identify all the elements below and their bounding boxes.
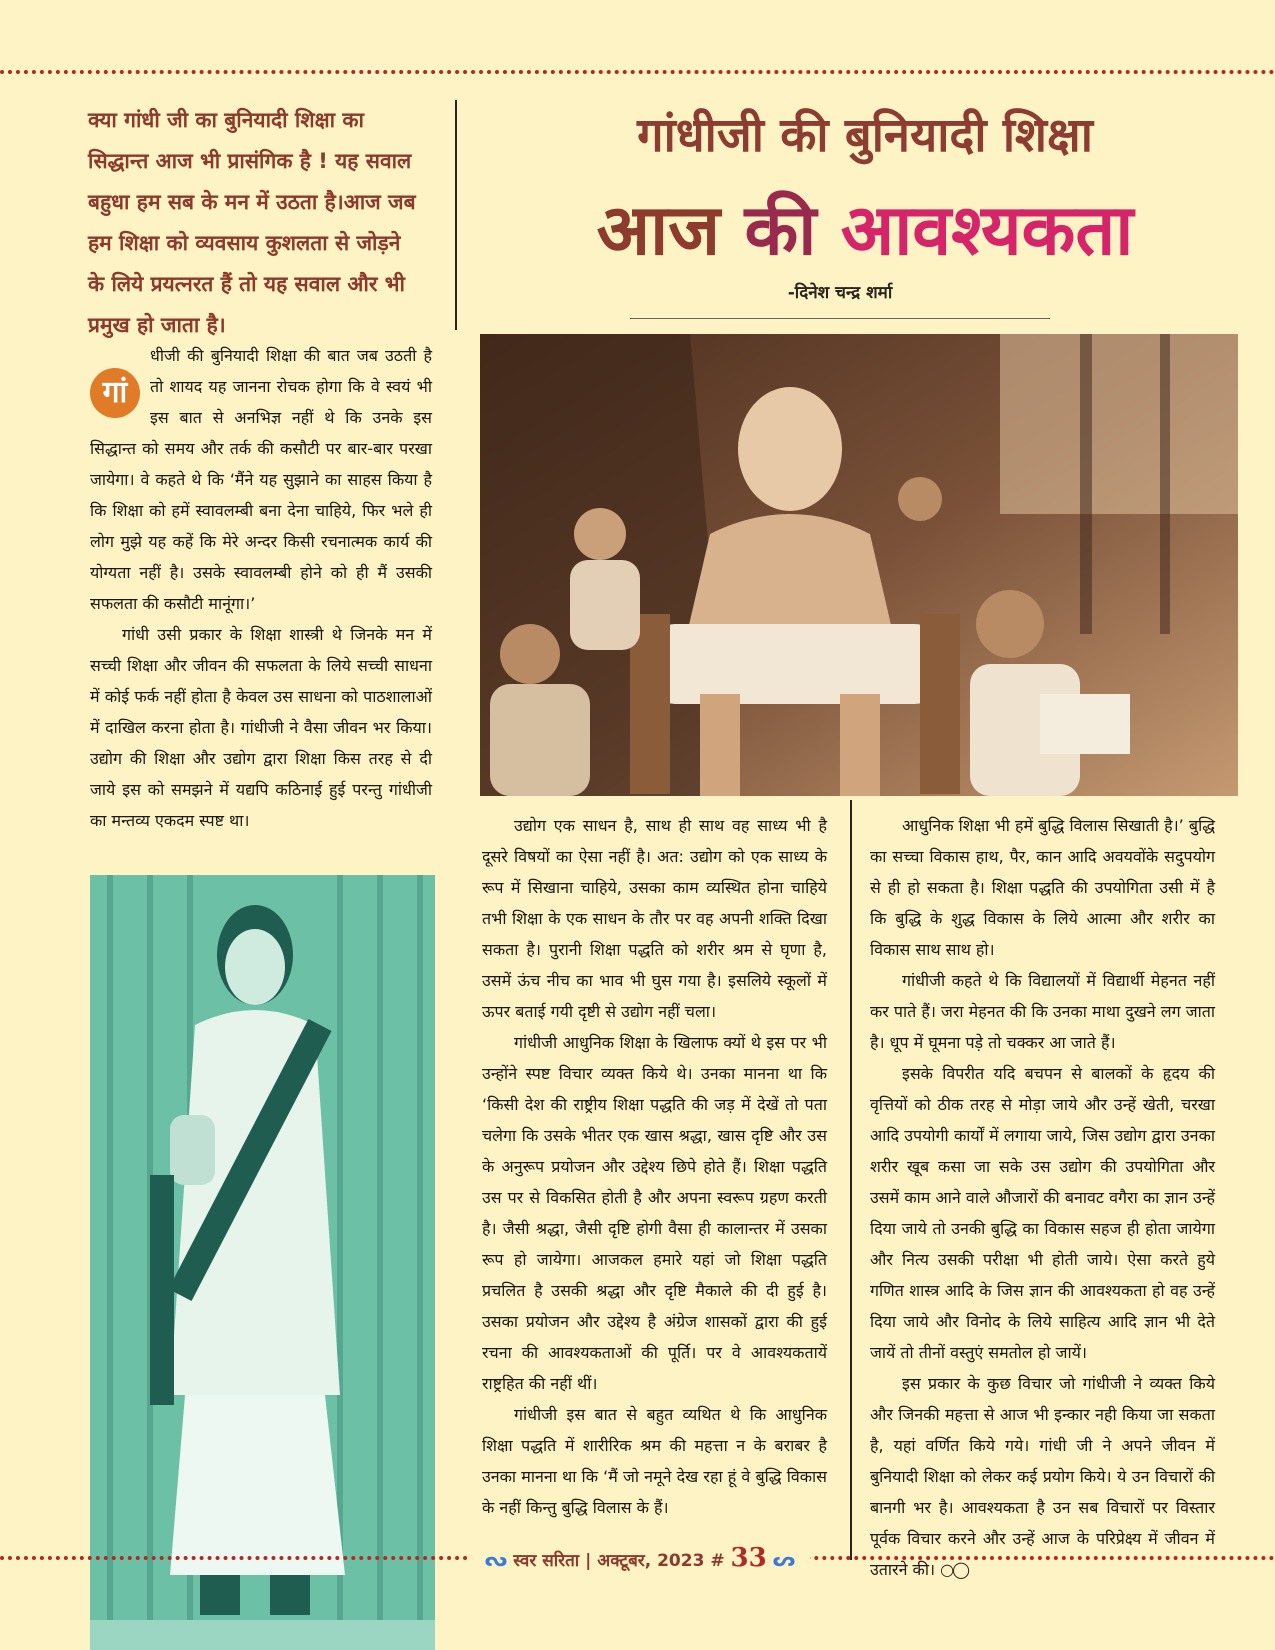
paragraph: गांधीजी कहते थे कि विद्यालयों में विद्यार्थी मेहनत नहीं कर पाते हैं। जरा मेहनत की कि उनका माथा दुखने लग जाता है। धूप में घूमना पड़े तो चक्कर आ जाते हैं।: [870, 971, 1215, 1052]
paragraph: उद्योग एक साधन है, साथ ही साथ वह साध्य भी है दूसरे विषयों का ऐसा नहीं है। अत: उद्योग को एक साध्य के रूप में सिखाना चाहिये, उसका काम व्यस्थित होना चाहिये तभी शिक्षा के एक साधन के तौर पर वह अपनी शक्ति दिखा सकता है। पुरानी शिक्षा पद्धति को शरीर श्रम से घृणा है, उसमें ऊंच नीच का भाव भी घुस गया है। इसलिये स्कूलों में ऊपर बताई गयी दृष्टी से उद्योग नहीं चला।: [482, 816, 827, 1021]
paragraph: गांधीजी आधुनिक शिक्षा के खिलाफ क्यों थे इस पर भी उन्होंने स्पष्ट विचार व्यक्त किये थे। उनका मानना था कि ‘किसी देश की राष्ट्रीय शिक्षा पद्धति की जड़ में देखें तो पता चलेगा कि उसके भीतर एक खास श्रद्धा, खास दृष्टि और उस के अनुरूप प्रयोजन और उद्देश्य छिपे होते हैं। शिक्षा पद्धति उस पर से विकसित होती है और अपना स्वरूप ग्रहण करती है। जैसी श्रद्धा, जैसी दृष्टि होगी वैसा ही कालान्तर में उसका रूप हो जायेगा। आजकल हमारे यहां जो शिक्षा पद्धति प्रचलित है उसकी श्रद्धा और दृष्टि मैकाले की दी हुई है। उसका प्रयोजन और उद्देश्य है अंग्रेज शासकों द्वारा की हुई रचना की आवश्यकताओं की पूर्ति। पर वे आवश्यकतायें राष्ट्रहित की नहीं थीं।: [482, 1033, 827, 1393]
paragraph: [870, 1368, 1215, 1585]
paragraph: आधुनिक शिक्षा भी हमें बुद्धि विलास सिखाती है।’ बुद्धि का सच्चा विकास हाथ, पैर, कान आदि अवयवोंके सदुपयोग से ही हो सकता है। शिक्षा पद्धति की उपयोगिता उसी में है कि बुद्धि के शुद्ध विकास के लिये आत्मा और शरीर का विकास साथ साथ हो।: [870, 816, 1215, 959]
intro-standfirst: क्या गांधी जी का बुनियादी शिक्षा का सिद्धान्त आज भी प्रासंगिक है ! यह सवाल बहुधा हम सब के मन में उठता है।आज जब हम शिक्षा को व्यवसाय कुशलता से जोड़ने के लिये प्रयत्नरत हैं तो यह सवाल और भी प्रमुख हो जाता है।: [88, 108, 416, 337]
left-column-text: [90, 340, 432, 836]
hash-mark: #: [710, 1551, 725, 1571]
paragraph: गांधी उसी प्रकार के शिक्षा शास्त्री थे जिनके मन में सच्ची शिक्षा और जीवन की सफलता के लिये सच्ची साधना में कोई फर्क नहीं होता है केवल उस साधना को पाठशालाओं में दाखिल करना होता है। गांधीजी ने वैसा जीवन भर किया। उद्योग की शिक्षा और उद्योग द्वारा शिक्षा किस तरह से दी जाये इस को समझने में यद्यपि कठिनाई हुई परन्तु गांधीजी का मन्तव्य एकदम स्पष्ट था।: [90, 625, 432, 830]
author-byline: -दिनेश चन्द्र शर्मा: [630, 280, 1050, 319]
footer-separator: |: [585, 1551, 592, 1571]
article-headline: [470, 96, 1260, 284]
paragraph: धीजी की बुनियादी शिक्षा की बात जब उठती है तो शायद यह जानना रोचक होगा कि वे स्वयं भी इस बात से अनभिज्ञ नहीं थे कि उनके इस सिद्धान्त को समय और तर्क की कसौटी पर बार-बार परखा जायेगा। वे कहते थे कि ‘मैंने यह सुझाने का साहस किया है कि शिक्षा को हमें स्वावलम्बी बना देना चाहिये, फिर भले ही लोग मुझे यह कहें कि मेरे अन्दर किसी रचनात्मक कार्य की योग्यता नहीं है। उसके स्वावलम्बी होने को ही मैं उसकी सफलता की कसौटी मानूंगा।’: [90, 346, 432, 613]
end-mark-icon: ○◯: [940, 1560, 969, 1579]
issue-date: अक्टूबर, 2023: [597, 1551, 705, 1571]
closing-paragraph: इस प्रकार के कुछ विचार जो गांधीजी ने व्यक्त किये और जिनकी महत्ता से आज भी इन्कार नही किया जा सकता है, यहां वर्णित किये गये। गांधी जी ने अपने जीवन में बुनियादी शिक्षा को लेकर कई प्रयोग किये। ये उन विचारों की बानगी भर है। आवश्यकता है उन सब विचारों पर विस्तार पूर्वक विचार करने और उन्हें आज के परिप्रेक्ष्य में जीवन में उतारने की।: [870, 1374, 1215, 1579]
top-dotted-rule: [0, 70, 1275, 74]
middle-column-text: [482, 810, 827, 1523]
left-swirl-icon: ᔓ: [484, 1547, 508, 1571]
headline-word-aaj: आज: [596, 189, 721, 271]
column-divider: [455, 100, 457, 330]
right-column-text: [870, 810, 1215, 1585]
headline-line-2: [470, 176, 1260, 284]
right-swirl-icon: ᔕ: [772, 1547, 796, 1571]
page-footer: [470, 1540, 810, 1576]
magazine-name: स्वर सरिता: [513, 1551, 580, 1571]
column-divider: [850, 800, 852, 1560]
headline-word-kee: की: [744, 189, 817, 271]
headline-line-1: गांधीजी की बुनियादी शिक्षा: [637, 108, 1093, 163]
drop-cap: गां: [90, 368, 140, 418]
gandhi-seated-photo: [480, 334, 1238, 796]
headline-word-avashyakta: आवश्यकता: [840, 189, 1134, 271]
paragraph: इसके विपरीत यदि बचपन से बालकों के हृदय की वृत्तियों को ठीक तरह से मोड़ा जाये और उन्हें खेती, चरखा आदि उपयोगी कार्यों में लगाया जाये, जिस उद्योग द्वारा उनका शरीर खूब कसा जा सके उस उद्योग की उपयोगिता और उसमें काम आने वाले औजारों की बनावट वगैरा का ज्ञान उन्हें दिया जाये तो उनकी बुद्धि का विकास सहज ही होता जायेगा और नित्य उसकी परीक्षा भी होती जाये। ऐसा करते हुये गणित शास्त्र आदि के जिस ज्ञान की आवश्यकता हो वह उन्हें दिया जाये और विनोद के लिये साहित्य आदि ज्ञान भी देते जायें तो तीनों वस्तुएं समतोल हो जायें।: [870, 1064, 1215, 1362]
page-number: 33: [730, 1543, 767, 1573]
gandhi-standing-photo: [90, 875, 435, 1650]
paragraph: गांधीजी इस बात से बहुत व्यथित थे कि आधुनिक शिक्षा पद्धति में शारीरिक श्रम की महत्ता न के बराबर है उनका मानना था कि ‘मैं जो नमूने देख रहा हूं वे बुद्धि विकास के नहीं किन्तु बुद्धि विलास के हैं।: [482, 1405, 827, 1517]
